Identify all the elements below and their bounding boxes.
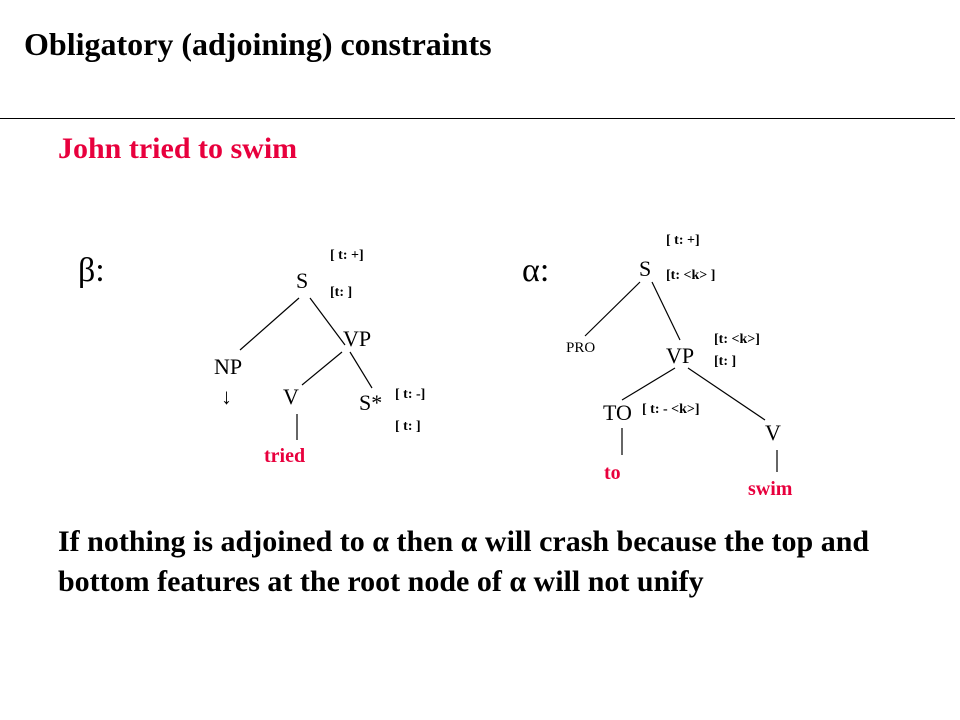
beta-root-top-feature: [ t: +] bbox=[330, 248, 364, 263]
beta-edge-vp-s-foot bbox=[350, 352, 372, 388]
alpha-to-node: TO bbox=[603, 400, 632, 425]
beta-vp-node: VP bbox=[343, 326, 372, 351]
beta-np-node: NP bbox=[214, 354, 243, 379]
beta-root-s: S bbox=[296, 268, 309, 293]
slide-title: Obligatory (adjoining) constraints bbox=[24, 26, 492, 62]
alpha-v-node: V bbox=[765, 420, 781, 445]
explanation-text: If nothing is adjoined to α then α will crash because the top and bottom features at the root node of α will not unify bbox=[58, 525, 870, 598]
beta-anchor-tried: tried bbox=[264, 445, 306, 467]
alpha-vp-top-feature: [t: <k>] bbox=[714, 332, 760, 347]
beta-edge-vp-v bbox=[302, 352, 342, 385]
alpha-root-s: S bbox=[639, 256, 652, 281]
beta-root-bottom-feature: [t: ] bbox=[330, 285, 353, 300]
alpha-edge-s-pro bbox=[585, 282, 640, 336]
alpha-root-bottom-feature: [t: <k> ] bbox=[666, 268, 716, 283]
beta-tree-label: β: bbox=[78, 252, 105, 289]
beta-foot-top-feature: [ t: -] bbox=[395, 387, 426, 402]
beta-edge-s-vp bbox=[310, 298, 345, 345]
example-sentence: John tried to swim bbox=[58, 132, 298, 165]
alpha-edge-vp-to bbox=[622, 368, 675, 400]
beta-foot-node: S* bbox=[359, 390, 383, 415]
alpha-anchor-swim: swim bbox=[748, 478, 793, 500]
beta-foot-bottom-feature: [ t: ] bbox=[395, 419, 421, 434]
beta-v-node: V bbox=[283, 384, 299, 409]
alpha-vp-node: VP bbox=[666, 343, 695, 368]
alpha-tree-label: α: bbox=[522, 252, 550, 289]
beta-edge-s-np bbox=[240, 298, 299, 350]
substitution-arrow-icon: ↓ bbox=[221, 384, 232, 409]
alpha-pro-node: PRO bbox=[566, 340, 596, 356]
alpha-edge-s-vp bbox=[652, 282, 680, 340]
alpha-root-top-feature: [ t: +] bbox=[666, 233, 700, 248]
alpha-to-feature: [ t: - <k>] bbox=[642, 402, 700, 417]
alpha-vp-bottom-feature: [t: ] bbox=[714, 354, 737, 369]
alpha-word-to: to bbox=[604, 462, 621, 484]
